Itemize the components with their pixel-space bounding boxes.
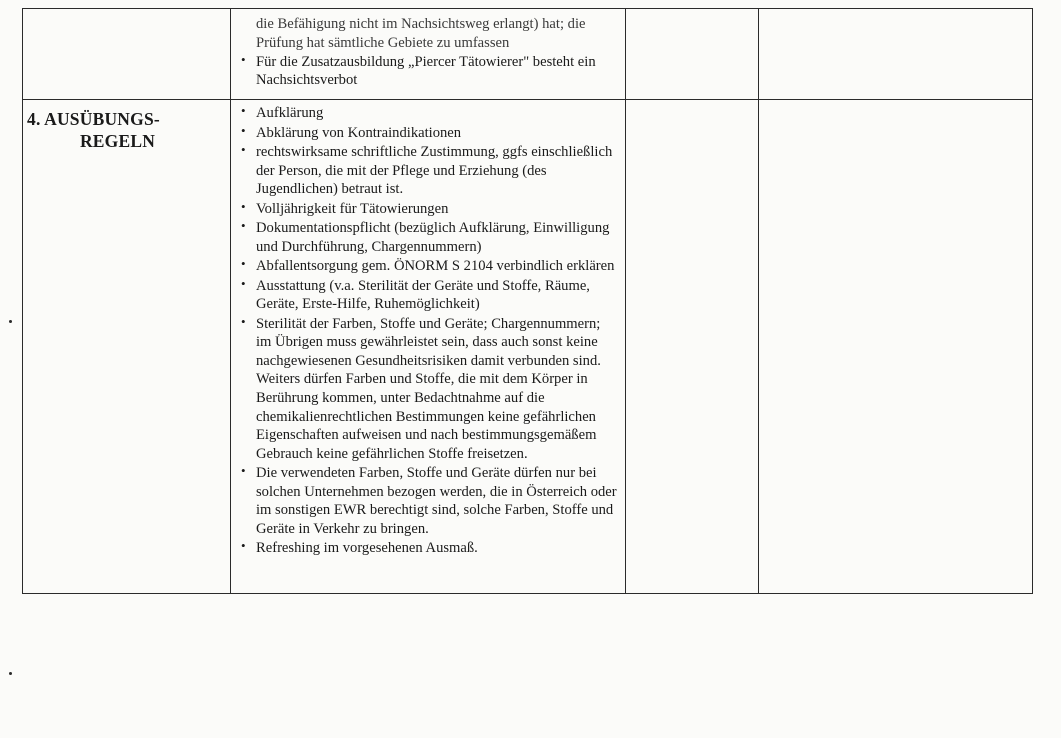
row-2-content-cell [231, 100, 626, 594]
table-row [23, 100, 1033, 594]
row-1-category-cell [23, 9, 231, 100]
row-1-content-cell [231, 9, 626, 100]
scan-artifact-dot [9, 320, 12, 323]
list-item: • Aufklärung [239, 104, 617, 123]
list-item: • Dokumentationspflicht (bezüglich Aufklärung, Einwilligung und Durchführung, Chargennummern) [239, 219, 617, 256]
list-item: • Abfallentsorgung gem. ÖNORM S 2104 verbindlich erklären [239, 257, 617, 276]
row-1-intro-text: die Befähigung nicht im Nachsichtsweg erlangt) hat; die Prüfung hat sämtliche Gebiete zu umfassen [256, 16, 586, 51]
cell-bottom-spacer [239, 559, 617, 585]
row-2-col3-text [626, 100, 758, 112]
table-row [23, 9, 1033, 100]
row-2-bullet-list [239, 104, 617, 558]
scan-artifact-dot [9, 672, 12, 675]
row-2-category-cell [23, 100, 231, 594]
list-item: • Für die Zusatzausbildung „Piercer Tätowierer" besteht ein Nachsichtsverbot [239, 53, 617, 90]
list-item: • Volljährigkeit für Tätowierungen [239, 200, 617, 219]
row-1-col4-cell [759, 9, 1033, 100]
list-item: • rechtswirksame schriftliche Zustimmung, ggfs einschließlich der Person, die mit der Pflege und Erziehung (des Jugendlichen) betraut ist. [239, 143, 617, 199]
list-item: • Refreshing im vorgesehenen Ausmaß. [239, 539, 617, 558]
list-item: • Die verwendeten Farben, Stoffe und Geräte dürfen nur bei solchen Unternehmen bezogen werden, die in Österreich oder im sonstigen EWR berechtigt sind, solche Farben, Stoffe und Geräte in Verkehr zu bringen. [239, 464, 617, 538]
category-title-line1: 4. AUSÜBUNGS- [27, 109, 160, 129]
row-1-bullet-list [239, 53, 617, 90]
category-title-line2: REGELN [79, 130, 156, 151]
category-title [23, 100, 230, 153]
list-item: • Ausstattung (v.a. Sterilität der Geräte und Stoffe, Räume, Geräte, Erste-Hilfe, Ruhemöglichkeit) [239, 277, 617, 314]
list-item: • Abklärung von Kontraindikationen [239, 124, 617, 143]
row-1-col3-cell [626, 9, 759, 100]
row-2-col4-text [759, 100, 1032, 112]
row-2-col3-cell [626, 100, 759, 594]
regulation-table [22, 8, 1033, 594]
row-1-col3-text [626, 9, 758, 21]
row-2-col4-cell [759, 100, 1033, 594]
list-item: • Sterilität der Farben, Stoffe und Geräte; Chargennummern; im Übrigen muss gewährleistet sein, dass auch sonst keine nachgewiesenen Gesundheitsrisiken damit verbunden sind. Weiters dürfen Farben und Stoffe, die mit dem Körper in Berührung kommen, unter Bedachtnahme auf die chemikalienrechtlichen Bestimmungen keine gefährlichen Eigenschaften aufweisen und nach bestimmungsgemäßem Gebrauch keine gefährlichen Stoffe freisetzen. [239, 315, 617, 463]
row-1-col4-text [759, 9, 1032, 21]
